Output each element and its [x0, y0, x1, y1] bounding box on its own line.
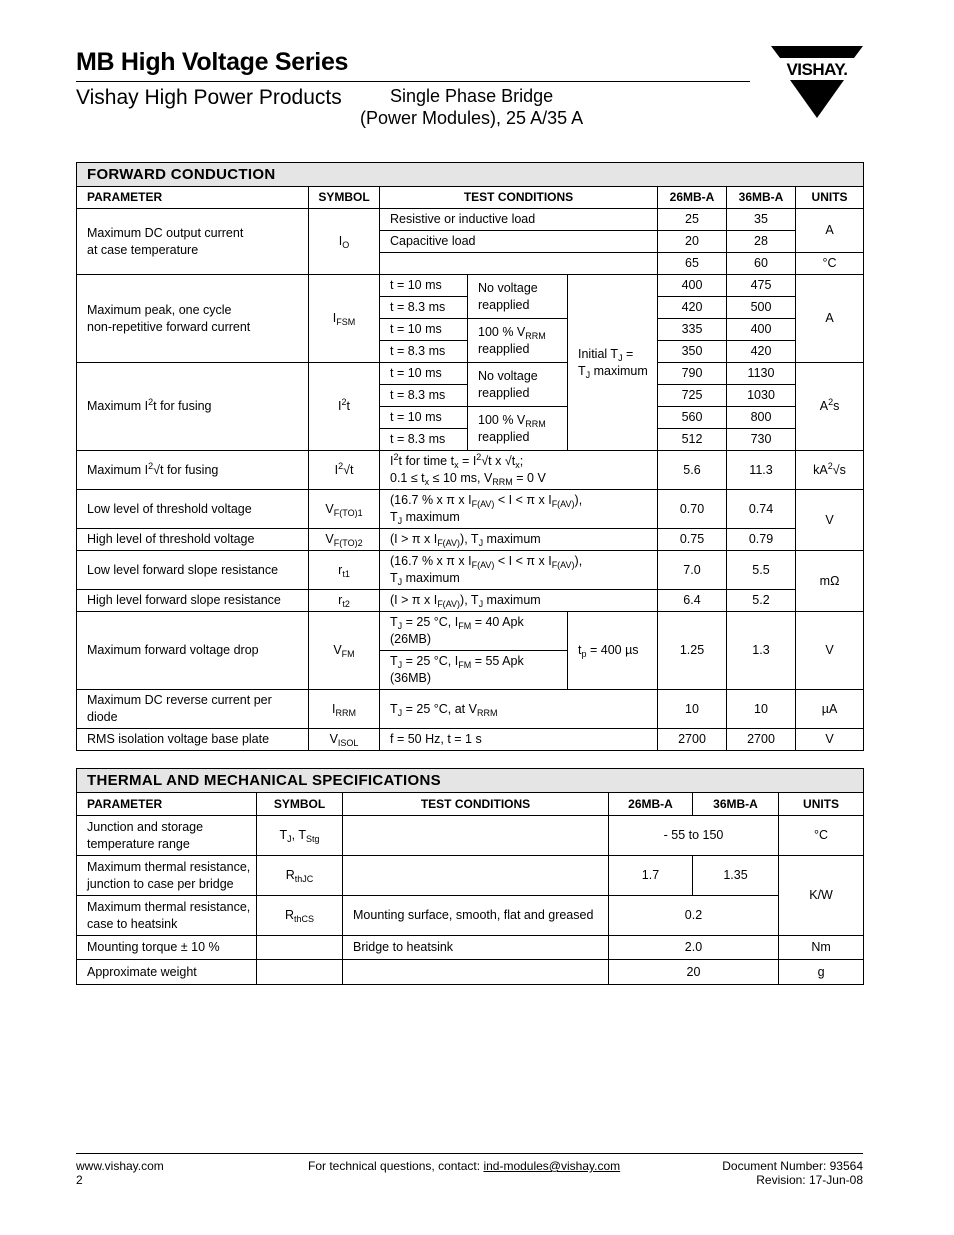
value-36: 1030	[727, 385, 796, 407]
unit: mΩ	[796, 551, 864, 612]
value-26: 6.4	[658, 590, 727, 612]
value-36: 60	[727, 253, 796, 275]
param-reverse-current: Maximum DC reverse current per diode	[77, 690, 309, 729]
cond-vrrm-reapplied: 100 % $V_{RRM}$ reapplied	[468, 319, 568, 363]
param-i2rt-fusing: Maximum $I^2√t$ for fusing	[77, 451, 309, 490]
unit: V	[796, 612, 864, 690]
header-26mb-a: 26MB-A	[658, 187, 727, 209]
unit: V	[796, 729, 864, 751]
cond-vrrm-reapplied: 100 % $V_{RRM}$ reapplied	[468, 407, 568, 451]
unit: µA	[796, 690, 864, 729]
footer-rule	[76, 1153, 863, 1154]
symbol-empty	[257, 960, 343, 985]
cond-vfm-26mb: $T_J = 25$ °C, $I_{FM} = 40$ Apk (26MB)	[380, 612, 568, 651]
header-26mb-a: 26MB-A	[609, 793, 693, 816]
cond-vfto2: (I > π x $I_{F(AV)}$), $T_J$ maximum	[380, 529, 658, 551]
cond-empty	[343, 856, 609, 896]
param-mounting-torque: Mounting torque ± 10 %	[77, 936, 257, 960]
value-26: 1.7	[609, 856, 693, 896]
unit: V	[796, 490, 864, 551]
footer-contact: For technical questions, contact: ind-modules@vishay.com	[308, 1159, 621, 1173]
value-36: 5.5	[727, 551, 796, 590]
value: 0.2	[609, 896, 779, 936]
cond-t10: t = 10 ms	[380, 275, 468, 297]
param-dc-output-current: Maximum DC output current at case temperature	[77, 209, 309, 275]
thermal-mechanical-table	[76, 768, 864, 985]
value-36: 5.2	[727, 590, 796, 612]
revision-date: Revision: 17-Jun-08	[756, 1173, 863, 1187]
value-26: 420	[658, 297, 727, 319]
symbol-rthcs: $R_{thCS}$	[257, 896, 343, 936]
unit: A	[796, 209, 864, 253]
footer-url-link[interactable]: www.vishay.com	[76, 1159, 164, 1173]
cond-vfto1: (16.7 % x π x $I_{F(AV)} < I < \pi$ x $I_{F(AV)}$), $T_J$ maximum	[380, 490, 658, 529]
cond-capacitive-load: Capacitive load	[380, 231, 658, 253]
header-units: UNITS	[779, 793, 864, 816]
product-description-line1: Single Phase Bridge	[390, 86, 554, 106]
cond-t10: t = 10 ms	[380, 363, 468, 385]
value-26: 725	[658, 385, 727, 407]
value-26: 10	[658, 690, 727, 729]
cond-no-voltage: No voltage reapplied	[468, 363, 568, 407]
value: 2.0	[609, 936, 779, 960]
param-peak-forward-current: Maximum peak, one cycle non-repetitive forward current	[77, 275, 309, 363]
value-26: 350	[658, 341, 727, 363]
param-low-slope-resistance: Low level forward slope resistance	[77, 551, 309, 590]
symbol-tj-tstg: $T_J$, $T_{Stg}$	[257, 816, 343, 856]
value-36: 1130	[727, 363, 796, 385]
symbol-rt1: $r_{t1}$	[309, 551, 380, 590]
cond-vfm-36mb: $T_J = 25$ °C, $I_{FM} = 55$ Apk (36MB)	[380, 651, 568, 690]
value-26: 560	[658, 407, 727, 429]
document-number: Document Number: 93564	[722, 1159, 863, 1173]
symbol-vfm: $V_{FM}$	[309, 612, 380, 690]
cond-t83: t = 8.3 ms	[380, 429, 468, 451]
value-26: 20	[658, 231, 727, 253]
value-36: 11.3	[727, 451, 796, 490]
value-36: 420	[727, 341, 796, 363]
cond-empty	[343, 960, 609, 985]
symbol-visol: $V_{ISOL}$	[309, 729, 380, 751]
value-36: 1.3	[727, 612, 796, 690]
forward-conduction-table	[76, 162, 864, 751]
param-low-threshold-voltage: Low level of threshold voltage	[77, 490, 309, 529]
value: - 55 to 150	[609, 816, 779, 856]
symbol-rt2: $r_{t2}$	[309, 590, 380, 612]
unit: °C	[779, 816, 864, 856]
value-36: 1.35	[693, 856, 779, 896]
value-36: 730	[727, 429, 796, 451]
unit: °C	[796, 253, 864, 275]
cond-tp: $t_p = 400$ µs	[568, 612, 658, 690]
header-parameter: PARAMETER	[77, 793, 257, 816]
cond-empty	[380, 253, 658, 275]
param-forward-voltage-drop: Maximum forward voltage drop	[77, 612, 309, 690]
header-parameter: PARAMETER	[77, 187, 309, 209]
value-26: 335	[658, 319, 727, 341]
param-high-threshold-voltage: High level of threshold voltage	[77, 529, 309, 551]
symbol-i2t: $I^2t$	[309, 363, 380, 451]
cond-t83: t = 8.3 ms	[380, 341, 468, 363]
symbol-vfto2: $V_{F(TO)2}$	[309, 529, 380, 551]
unit: K/W	[779, 856, 864, 936]
cond-i2rt: $I^2t$ for time $t_x = I^2√t$ x $√t_x$; $0.1 \le t_x \le 10$ ms, $V_{RRM} = 0$ V	[380, 451, 658, 490]
svg-text:VISHAY.: VISHAY.	[786, 60, 848, 79]
param-i2t-fusing: Maximum $I^2t$ for fusing	[77, 363, 309, 451]
series-title: MB High Voltage Series	[76, 48, 349, 76]
header-symbol: SYMBOL	[257, 793, 343, 816]
vishay-logo	[768, 44, 866, 120]
header-test-conditions: TEST CONDITIONS	[380, 187, 658, 209]
symbol-irrm: $I_{RRM}$	[309, 690, 380, 729]
cond-t83: t = 8.3 ms	[380, 385, 468, 407]
cond-rt2: (I > π x $I_{F(AV)}$), $T_J$ maximum	[380, 590, 658, 612]
value-26: 7.0	[658, 551, 727, 590]
value-26: 1.25	[658, 612, 727, 690]
header-36mb-a: 36MB-A	[693, 793, 779, 816]
header-symbol: SYMBOL	[309, 187, 380, 209]
symbol-rthjc: $R_{thJC}$	[257, 856, 343, 896]
unit: Nm	[779, 936, 864, 960]
value: 20	[609, 960, 779, 985]
symbol-ifsm: $I_{FSM}$	[309, 275, 380, 363]
header-units: UNITS	[796, 187, 864, 209]
value-26: 0.75	[658, 529, 727, 551]
symbol-vfto1: $V_{F(TO)1}$	[309, 490, 380, 529]
cond-resistive-load: Resistive or inductive load	[380, 209, 658, 231]
value-36: 0.79	[727, 529, 796, 551]
value-26: 400	[658, 275, 727, 297]
value-26: 0.70	[658, 490, 727, 529]
unit: $A^2s$	[796, 363, 864, 451]
cond-visol: f = 50 Hz, t = 1 s	[380, 729, 658, 751]
value-36: 475	[727, 275, 796, 297]
value-36: 35	[727, 209, 796, 231]
product-description-line2: (Power Modules), 25 A/35 A	[360, 108, 584, 128]
symbol-i2rt: $I^2√t$	[309, 451, 380, 490]
cond-t10: t = 10 ms	[380, 407, 468, 429]
value-36: 500	[727, 297, 796, 319]
cond-bridge-heatsink: Bridge to heatsink	[343, 936, 609, 960]
cond-t83: t = 8.3 ms	[380, 297, 468, 319]
cond-empty	[343, 816, 609, 856]
subtitle: Vishay High Power Products	[76, 86, 342, 109]
value-26: 2700	[658, 729, 727, 751]
value-26: 25	[658, 209, 727, 231]
value-36: 800	[727, 407, 796, 429]
param-rthcs: Maximum thermal resistance, case to heatsink	[77, 896, 257, 936]
value-36: 28	[727, 231, 796, 253]
unit: A	[796, 275, 864, 363]
param-isolation-voltage: RMS isolation voltage base plate	[77, 729, 309, 751]
header-36mb-a: 36MB-A	[727, 187, 796, 209]
value-36: 10	[727, 690, 796, 729]
cond-irrm: $T_J = 25$ °C, at $V_{RRM}$	[380, 690, 658, 729]
contact-email-link[interactable]: ind-modules@vishay.com	[483, 1159, 621, 1173]
value-36: 2700	[727, 729, 796, 751]
symbol-empty	[257, 936, 343, 960]
value-26: 65	[658, 253, 727, 275]
cond-initial-tj: Initial $T_J$ = $T_J$ maximum	[568, 275, 658, 451]
value-26: 790	[658, 363, 727, 385]
cond-mounting-surface: Mounting surface, smooth, flat and greased	[343, 896, 609, 936]
section-title: FORWARD CONDUCTION	[77, 163, 864, 187]
value-36: 400	[727, 319, 796, 341]
cond-no-voltage: No voltage reapplied	[468, 275, 568, 319]
cond-t10: t = 10 ms	[380, 319, 468, 341]
unit: g	[779, 960, 864, 985]
param-junction-storage-temp: Junction and storage temperature range	[77, 816, 257, 856]
value-36: 0.74	[727, 490, 796, 529]
param-rthjc: Maximum thermal resistance, junction to case per bridge	[77, 856, 257, 896]
title-rule	[76, 81, 750, 82]
header-test-conditions: TEST CONDITIONS	[343, 793, 609, 816]
value-26: 5.6	[658, 451, 727, 490]
param-approx-weight: Approximate weight	[77, 960, 257, 985]
value-26: 512	[658, 429, 727, 451]
param-high-slope-resistance: High level forward slope resistance	[77, 590, 309, 612]
page-number: 2	[76, 1173, 83, 1187]
cond-rt1: (16.7 % x π x $I_{F(AV)} < I < \pi$ x $I_{F(AV)}$), $T_J$ maximum	[380, 551, 658, 590]
section-title: THERMAL AND MECHANICAL SPECIFICATIONS	[77, 769, 864, 793]
unit: $kA^2√s$	[796, 451, 864, 490]
symbol-io: $I_O$	[309, 209, 380, 275]
